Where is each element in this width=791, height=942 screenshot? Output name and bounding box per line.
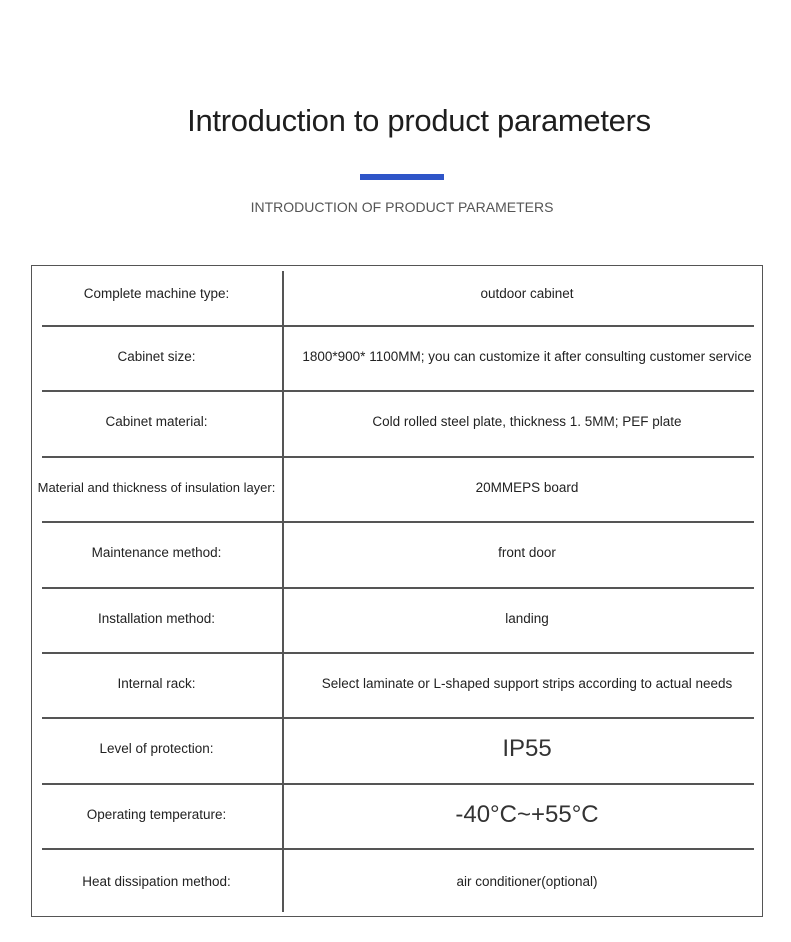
row-label: Internal rack: — [117, 675, 196, 691]
row-value: outdoor cabinet — [480, 286, 574, 301]
row-divider — [42, 652, 754, 654]
row-divider — [42, 390, 754, 392]
row-label: Material and thickness of insulation layer: — [37, 479, 276, 495]
row-label: Complete machine type: — [83, 286, 230, 301]
page-title: Introduction to product parameters — [187, 103, 651, 138]
row-divider — [42, 456, 754, 458]
row-value: Cold rolled steel plate, thickness 1. 5MM; PEF plate — [372, 414, 682, 429]
row-value: 20MMEPS board — [475, 479, 579, 495]
row-divider — [42, 848, 754, 850]
row-label: Level of protection: — [99, 741, 214, 756]
row-divider — [42, 587, 754, 589]
row-value: front door — [498, 545, 556, 560]
title-underline — [360, 174, 444, 180]
row-value: 1800*900* 1100MM; you can customize it after consulting customer service — [302, 348, 752, 364]
row-value: air conditioner(optional) — [456, 873, 598, 889]
row-value: IP55 — [502, 735, 552, 762]
row-value: Select laminate or L-shaped support strips according to actual needs — [321, 675, 733, 691]
row-label: Installation method: — [97, 610, 216, 626]
row-value: landing — [505, 610, 549, 626]
row-label: Cabinet material: — [105, 414, 208, 429]
row-label: Operating temperature: — [86, 806, 227, 822]
row-label: Heat dissipation method: — [82, 873, 231, 889]
page-subtitle: INTRODUCTION OF PRODUCT PARAMETERS — [250, 199, 554, 215]
row-label: Maintenance method: — [91, 545, 222, 560]
row-divider — [42, 717, 754, 719]
row-label: Cabinet size: — [117, 348, 196, 364]
row-divider — [42, 521, 754, 523]
row-value: -40°C~+55°C — [455, 800, 599, 828]
row-divider — [42, 783, 754, 785]
row-divider — [42, 325, 754, 327]
